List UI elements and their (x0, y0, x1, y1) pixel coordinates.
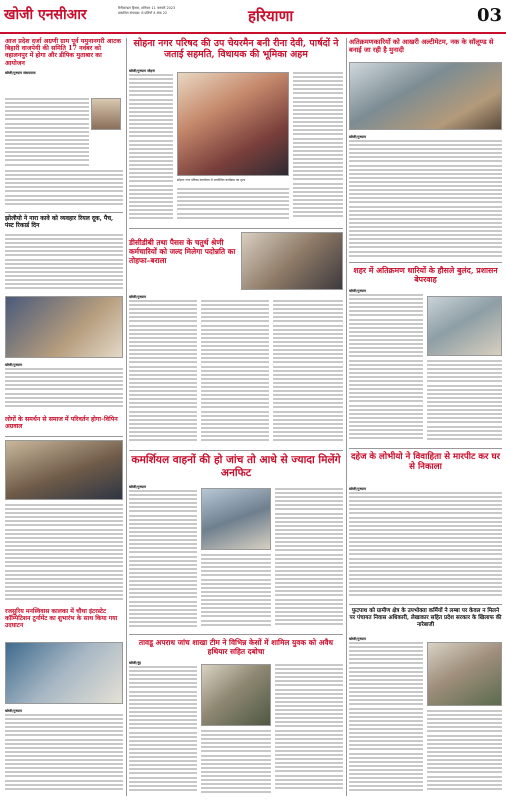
center-bottom-sub-body-col1 (129, 666, 197, 796)
column-rule (126, 38, 127, 796)
left-sub-body (5, 234, 123, 294)
center-bottom-main-headline: कमर्शियल वाहनों की हो जांच तो आधे से ज्यादा मिलेंगे अनफिट (131, 454, 341, 479)
center-column (129, 38, 343, 798)
vehicle-check-photo (201, 488, 271, 550)
left-bottom-photo (5, 440, 123, 500)
center-mid-body-col2 (201, 300, 269, 446)
divider (5, 436, 123, 437)
sports-photo (5, 642, 123, 704)
divider (5, 212, 123, 213)
divider (349, 448, 502, 449)
center-bottom-body-col1 (129, 490, 197, 630)
right-mid-byline: खोजी/गुरुग्राम (349, 289, 367, 293)
page-number: 03 (476, 5, 502, 26)
right-bottom-sub-byline: खोजी/गुरुग्राम (349, 637, 367, 641)
top-left-byline: खोजी/गुरुग्राम संवाददाता (5, 70, 36, 75)
main-top-body-col1 (129, 74, 173, 224)
left-mid-body (5, 368, 123, 412)
right-bottom-sub-headline: फुटपाथ को ग्रामीण क्षेत्र के उपभोक्ता कर्मियों ने लम्बा पर केवल न मिलने पर पंचायत निवास अधिकारी, लेखाकार सहित प्रदेश सरकार के खिलाफ की नारेबाजी (349, 608, 502, 628)
right-bottom-headline: दहेज के लोभीयो ने विवाहिता से मारपीट कर घर से निकाला (350, 452, 501, 473)
top-left-body-2 (5, 170, 123, 210)
main-top-byline: खोजी/गुरुग्राम सोहना (129, 69, 155, 73)
section-label-box (248, 6, 398, 30)
center-mid-body-col3 (273, 300, 343, 446)
right-mid-body-col1 (349, 294, 423, 444)
left-lower-body (5, 504, 123, 604)
center-bottom-body-col2 (201, 554, 271, 630)
center-mid-photo (241, 232, 343, 290)
center-bottom-sub-body-col2 (201, 730, 271, 796)
right-bottom-byline: खोजी/गुरुग्राम (349, 487, 367, 491)
divider (349, 262, 502, 263)
logo-text: खोजी एनसीआर (4, 7, 87, 23)
center-bottom-main-byline: खोजी/गुरुग्राम (129, 485, 147, 489)
arrest-photo (201, 664, 271, 726)
masthead-rule (0, 32, 506, 34)
masthead-info-line-1: मैनीकन्डल हिसार, शनिवार 11 जनवरी 2023 (118, 6, 176, 10)
page-number-box (466, 6, 502, 30)
center-mid-byline: खोजी/गुरुग्राम (129, 295, 147, 299)
divider (129, 228, 343, 229)
center-mid-headline: डीसीडीबी तथा पैसस के चतुर्थ श्रेणी कर्मचारियों को जल्द मिलेगा पदोन्नति का तोहफा–बराला (129, 238, 236, 265)
encroachment-photo (349, 62, 502, 130)
right-bottom-sub-body-col2 (427, 710, 502, 796)
main-top-photo (177, 72, 289, 176)
right-bottom-body (349, 492, 502, 602)
right-top-headline: अतिक्रमणकारियों को आखरी अल्टीमेटम, नक के सॉलूण्ड से बनाई जा रही है मुनादी (349, 38, 494, 54)
left-mid-byline: खोजी/गुरुग्राम (5, 363, 23, 367)
main-top-headline: सोहना नगर परिषद की उप चेयरमैन बनी रीना देवी, पार्षदों ने जताई सहमति, विधायक की भूमिका अहम (133, 38, 339, 60)
center-bottom-sub-byline: खोजी/नूंह (129, 661, 141, 665)
right-mid-body-col2 (427, 360, 502, 444)
top-left-headline: आज प्रदेश दर्जा अग्रणी ग्राम पूर्व यमुनानगरी आटक बिहारी वाजपेयी की समिति 17 नवंबर को वहालनपुर में होगा और डीपिक मुताबार का आयोजन (5, 38, 122, 67)
right-mid-headline: शहर में अतिक्रमण धारियों के हौसले बुलंद, प्रशासन बेपरवाह (353, 266, 498, 285)
protest-photo (427, 642, 502, 706)
left-mid-headline: लोगों के समर्थन से समाज में परिवर्तन होगा–विपिन अग्रवाल (5, 416, 118, 431)
main-top-body-under (177, 188, 289, 224)
masthead-info (118, 6, 238, 16)
portrait-photo (91, 98, 121, 130)
section-label: हरियाणा (248, 7, 294, 25)
masthead (0, 0, 506, 38)
column-rule (346, 38, 347, 796)
main-top-body-col3 (293, 72, 343, 224)
left-bottom-byline: खोजी/गुरुग्राम (5, 709, 23, 713)
divider (349, 604, 502, 605)
logo (4, 4, 114, 30)
divider (129, 450, 343, 451)
right-bottom-sub-body-col1 (349, 642, 423, 796)
divider (129, 634, 343, 635)
top-left-body (5, 98, 89, 168)
main-top-photo-caption: सोहना नगर परिषद कार्यालय में आयोजित कार्यक्रम का दृश्य (177, 178, 246, 182)
masthead-info-line-2: प्रकाशित संपादक: 8 प्रतियाँ 4 अंक 22 (118, 11, 168, 15)
left-mid-photo (5, 296, 123, 358)
center-mid-body-col1 (129, 300, 197, 446)
center-bottom-sub-body-col3 (275, 664, 343, 796)
market-photo (427, 296, 502, 356)
left-sub-headline: झोलीयो ने नारा कावे को व्यवहार रियल दूक, पैच, पंस्ट रिकार्ड दिन (5, 215, 114, 229)
left-bottom-headline: रजसुरिय मनस्विवास कालका में चौथा इंटरस्टेट कॉम्पिटिशन टूर्नामेंट का शुभारंभ के साथ किया गया उदघाटन (5, 608, 118, 629)
right-top-byline: खोजी/गुरुग्राम (349, 135, 367, 139)
right-column (349, 38, 502, 798)
right-top-body (349, 140, 502, 260)
left-bottom-body (5, 714, 123, 796)
center-bottom-sub-headline: तावडू अपराध जांच शाखा टीम ने विभिन्न केसों में शामिल युवक को अवैध हथियार सहित दबोचा (138, 638, 334, 656)
left-column (5, 38, 123, 798)
center-bottom-body-col3 (275, 488, 343, 630)
